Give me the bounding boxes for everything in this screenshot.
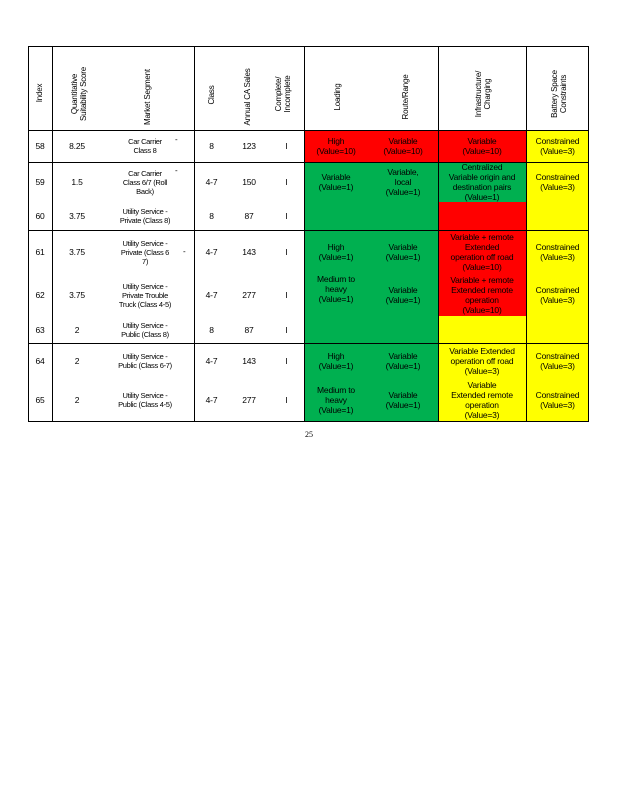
row58-battery: Constrained (Value=3) (535, 136, 580, 156)
header-sales: Annual CA Sales (243, 68, 252, 126)
row64-class: 4-7 (205, 356, 218, 366)
row63-complete: I (285, 324, 288, 335)
header-class: Class (207, 85, 216, 105)
row58-route: Variable (Value=10) (383, 136, 423, 156)
row65-loading: Medium to heavy (Value=1) (317, 385, 355, 415)
row61-sales: 143 (242, 247, 256, 257)
row61-loading: High (Value=1) (318, 242, 354, 262)
row62-battery: Constrained (Value=3) (535, 285, 580, 305)
row62-score: 3.75 (69, 290, 85, 300)
row63-sales: 87 (244, 324, 254, 335)
row59-score: 1.5 (71, 177, 83, 187)
row64-index: 64 (35, 356, 45, 366)
row62-segment: Utility Service - Private Trouble Truck (Class 4-5) (118, 281, 172, 309)
row63-segment: Utility Service - Public (Class 8) (121, 320, 169, 339)
row65-index: 65 (35, 395, 45, 405)
row62-route: Variable (Value=1) (385, 285, 421, 305)
header-loading: Loading (333, 83, 342, 111)
row60-index: 60 (35, 211, 45, 221)
row64-sales: 143 (242, 356, 256, 366)
header-route: Route/Range (401, 74, 410, 120)
row59-battery: Constrained (Value=3) (535, 172, 580, 192)
row64-route: Variable (Value=1) (385, 351, 421, 371)
row65-complete: I (285, 395, 288, 405)
row65-class: 4-7 (205, 395, 218, 405)
row58-loading: High (Value=10) (316, 136, 356, 156)
header-segment: Market Segment (143, 69, 152, 125)
header-battery: Battery Space Constraints (550, 70, 568, 118)
page-number: 25 (305, 430, 313, 439)
row60-infra-fill (438, 202, 526, 230)
row59-segment: Car Carrier Class 6/7 (Roll Back) (122, 168, 168, 196)
row65-segment: Utility Service - Public (Class 4-5) (118, 391, 172, 409)
header-score: Quantitative Suitability Score (70, 67, 88, 121)
row62-loading: Medium to heavy (Value=1) (317, 274, 355, 304)
suitability-table (28, 46, 589, 422)
row60-complete: I (285, 211, 288, 221)
row59-complete: I (285, 177, 288, 187)
row65-route: Variable (Value=1) (385, 390, 421, 410)
row58-sales: 123 (242, 141, 256, 151)
row59-infra: Centralized Variable origin and destination pairs (Value=1) (448, 162, 516, 202)
row65-sales: 277 (242, 395, 256, 405)
row59-sales: 150 (242, 177, 256, 187)
row62-index: 62 (35, 290, 45, 300)
row64-loading: High (Value=1) (318, 351, 354, 371)
row58-infra: Variable (Value=10) (462, 136, 502, 156)
row58-dash: - (175, 135, 178, 144)
row62-infra: Variable + remote Extended remote operation (Value=10) (450, 275, 514, 315)
row58-complete: I (285, 141, 288, 151)
row65-score: 2 (74, 395, 80, 405)
row59-class: 4-7 (205, 177, 218, 187)
row64-infra: Variable Extended operation off road (Value=3) (449, 346, 515, 376)
row58-score: 8.25 (69, 141, 85, 151)
row61-route: Variable (Value=1) (385, 242, 421, 262)
row58-class: 8 (209, 141, 214, 151)
row61-index: 61 (35, 247, 45, 257)
row63-class: 8 (209, 324, 214, 335)
row64-score: 2 (74, 356, 80, 366)
header-complete: Complete/ Incomplete (274, 75, 292, 113)
table-border-bottom (28, 421, 589, 422)
row58-segment: Car Carrier Class 8 (128, 137, 162, 155)
row60-score: 3.75 (69, 211, 85, 221)
row59-index: 59 (35, 177, 45, 187)
row61-infra: Variable + remote Extended operation off road (Value=10) (450, 232, 514, 272)
table-border-top (28, 46, 589, 47)
row60-class: 8 (209, 211, 214, 221)
row61-complete: I (285, 247, 288, 257)
row60-segment: Utility Service - Private (Class 8) (119, 207, 171, 225)
row63-index: 63 (35, 324, 45, 335)
row65-battery: Constrained (Value=3) (535, 390, 580, 410)
row61-dash: - (183, 247, 186, 256)
row62-complete: I (285, 290, 288, 300)
row61-battery: Constrained (Value=3) (535, 242, 580, 262)
row61-class: 4-7 (205, 247, 218, 257)
header-index: Index (35, 83, 44, 103)
row63-infra-fill (438, 316, 526, 343)
header-infra: Infrastructure/ Charging (474, 70, 492, 118)
row61-segment: Utility Service - Private (Class 6 7) (120, 238, 170, 266)
row64-complete: I (285, 356, 288, 366)
row58-index: 58 (35, 141, 45, 151)
row62-sales: 277 (242, 290, 256, 300)
row59-loading: Variable (Value=1) (318, 172, 354, 192)
row59-dash: - (175, 166, 178, 175)
row63-score: 2 (74, 324, 80, 335)
row65-infra: Variable Extended remote operation (Value=3) (451, 380, 513, 420)
row60-sales: 87 (244, 211, 254, 221)
row64-segment: Utility Service - Public (Class 6-7) (118, 352, 172, 370)
row59-route: Variable, local (Value=1) (385, 167, 421, 197)
row62-class: 4-7 (205, 290, 218, 300)
row64-battery: Constrained (Value=3) (535, 351, 580, 371)
row61-score: 3.75 (69, 247, 85, 257)
